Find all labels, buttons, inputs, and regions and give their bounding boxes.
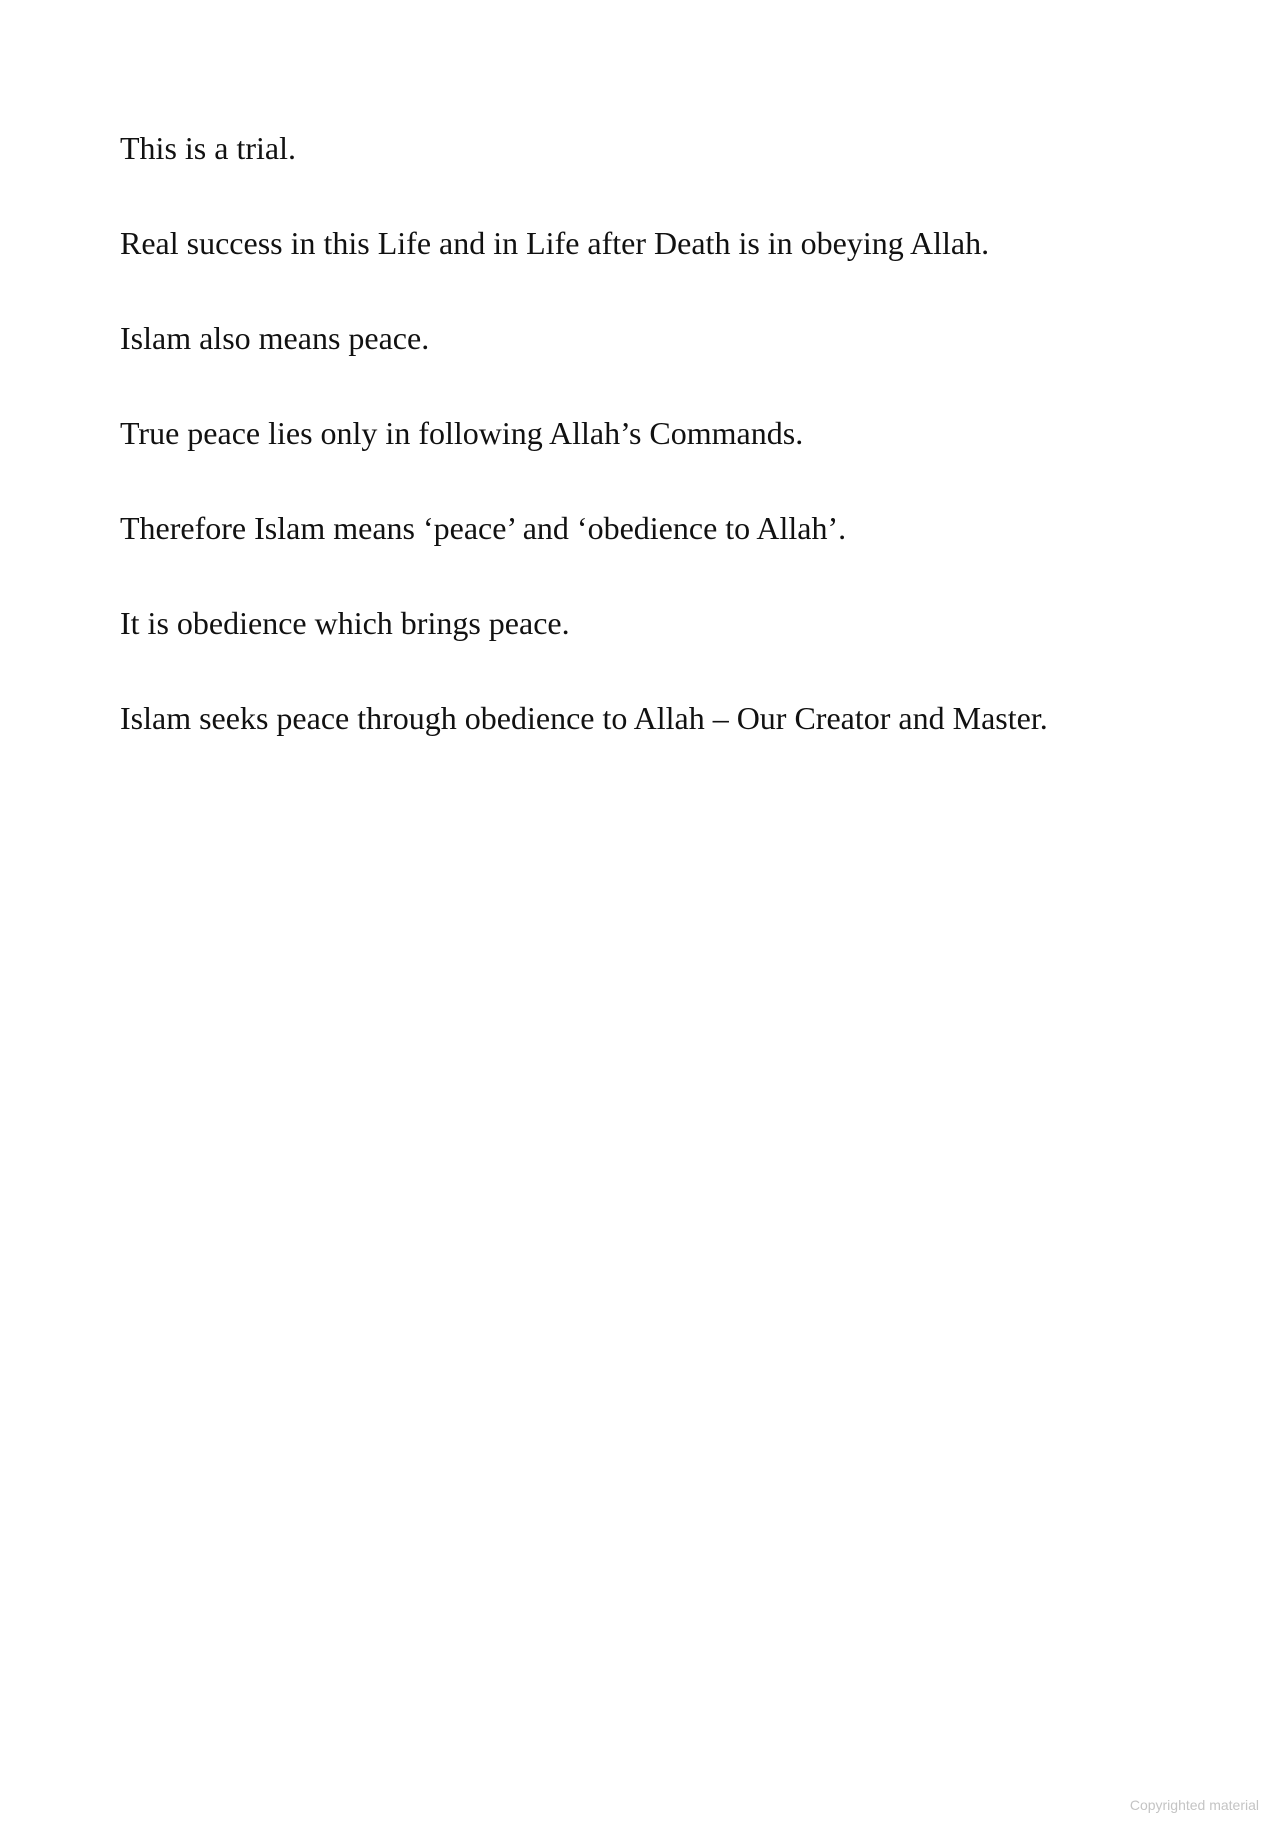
copyright-notice: Copyrighted material — [1129, 1797, 1259, 1813]
paragraph: Islam also means peace. — [120, 320, 430, 356]
paragraph: This is a trial. — [120, 130, 296, 166]
paragraph: Islam seeks peace through obedience to Allah – Our Creator and Master. — [120, 700, 1048, 736]
paragraph: It is obedience which brings peace. — [120, 605, 570, 641]
paragraph: Real success in this Life and in Life after Death is in obeying Allah. — [120, 225, 990, 261]
page-body — [120, 127, 1180, 792]
paragraph: True peace lies only in following Allah’s Commands. — [120, 415, 804, 451]
paragraph: Therefore Islam means ‘peace’ and ‘obedience to Allah’. — [120, 510, 847, 546]
